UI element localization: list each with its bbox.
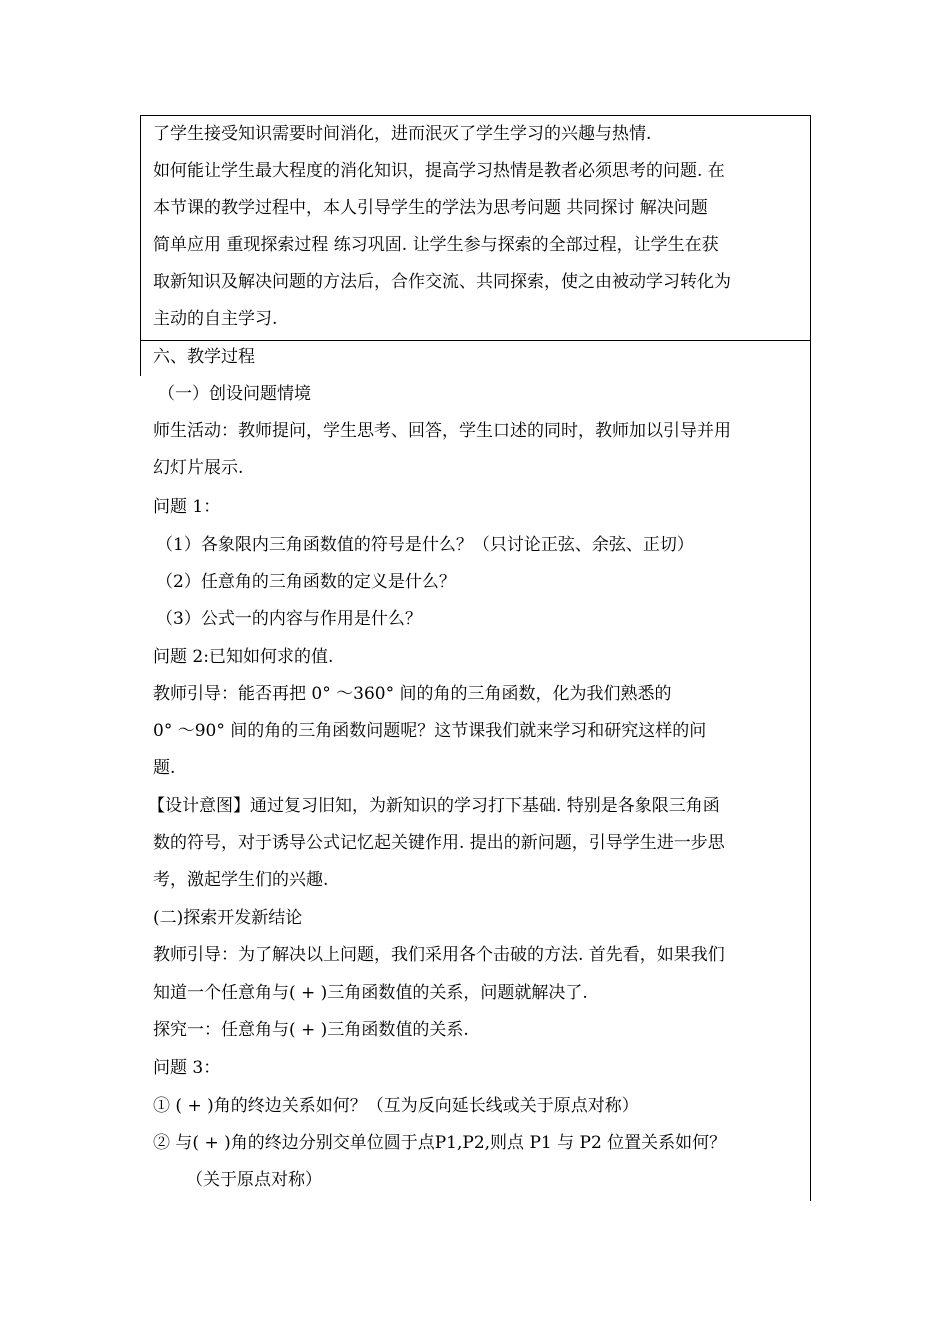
paragraph-line: 题. [153,758,176,778]
question-label: 问题 1： [153,497,221,517]
table-border-right [810,115,811,1201]
subsection-heading: (二)探索开发新结论 [153,908,303,928]
question-item: ② 与( + )角的终边分别交单位圆于点P1,P2,则点 P1 与 P2 位置关系如何？ [153,1133,727,1153]
paragraph-line: 教师引导：为了解决以上问题，我们采用各个击破的方法. 首先看，如果我们 [153,945,725,965]
paragraph-line: 幻灯片展示. [153,458,244,478]
section-heading: 六、教学过程 [153,347,255,367]
question-item: （1）各象限内三角函数值的符号是什么？（只讨论正弦、余弦、正切） [156,535,694,555]
paragraph-line: 取新知识及解决问题的方法后，合作交流、共同探索，使之由被动学习转化为 [153,272,731,292]
paragraph-line: 师生活动：教师提问，学生思考、回答，学生口述的同时，教师加以引导并用 [153,421,731,441]
paragraph-line: 数的符号，对于诱导公式记忆起关键作用. 提出的新问题，引导学生进一步思 [153,833,725,853]
paragraph-line: 简单应用 重现探索过程 练习巩固. 让学生参与探索的全部过程，让学生在获 [153,235,719,255]
design-intent-line: 【设计意图】通过复习旧知，为新知识的学习打下基础. 特别是各象限三角函 [148,796,720,816]
paragraph-line: 0° ～90° 间的角的三角函数问题呢？这节课我们就来学习和研究这样的问 [153,721,707,741]
paragraph-line: 探究一：任意角与( + )三角函数值的关系. [153,1020,469,1040]
paragraph-line: 知道一个任意角与( + )三角函数值的关系，问题就解决了. [153,983,588,1003]
paragraph-line: 考，激起学生们的兴趣. [153,870,329,890]
question-label: 问题 3： [153,1058,221,1078]
paragraph-line: 主动的自主学习. [153,309,278,329]
question-item: （2）任意角的三角函数的定义是什么？ [156,572,456,592]
table-border-left-lower [140,340,141,376]
question-item: ① ( + )角的终边关系如何？（互为反向延长线或关于原点对称） [153,1096,639,1116]
paragraph-line: 了学生接受知识需要时间消化，进而泯灭了学生学习的兴趣与热情. [153,124,652,144]
question-label: 问题 2:已知如何求的值. [153,647,334,667]
paragraph-line: 教师引导：能否再把 0° ～360° 间的角的三角函数，化为我们熟悉的 [153,684,672,704]
question-item: （3）公式一的内容与作用是什么？ [156,609,422,629]
answer-line: （关于原点对称） [186,1170,322,1190]
paragraph-line: 如何能让学生最大程度的消化知识，提高学习热情是教者必须思考的问题. 在 [153,161,725,181]
table-border-left-upper [140,115,141,341]
paragraph-line: 本节课的教学过程中，本人引导学生的学法为思考问题 共同探讨 解决问题 [153,198,708,218]
subsection-heading: （一）创设问题情境 [158,384,311,404]
